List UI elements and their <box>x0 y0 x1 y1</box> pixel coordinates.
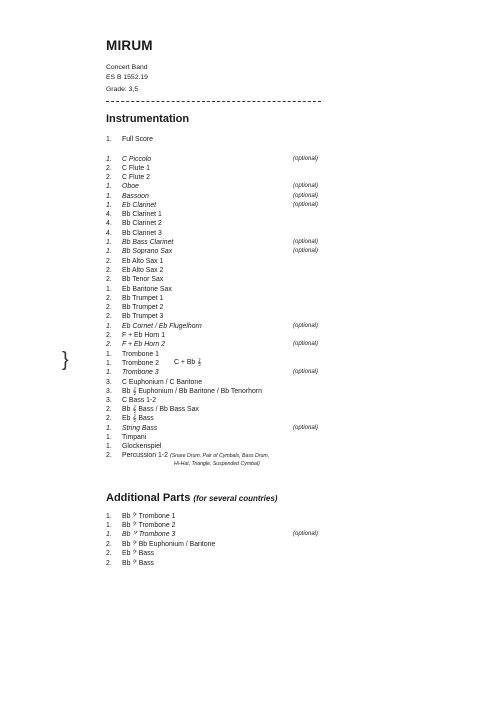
part-count: 3. <box>106 388 112 395</box>
part-name-text: Eb Cornet / Eb Flugelhorn <box>122 323 202 330</box>
part-name <box>122 173 150 182</box>
list-item <box>106 442 326 451</box>
list-item <box>106 257 326 266</box>
part-name <box>122 359 159 368</box>
list-item <box>106 451 326 467</box>
list-item <box>106 312 326 321</box>
part-name-text: Eb Baritone Sax <box>122 286 172 293</box>
list-item <box>106 155 326 164</box>
part-count: 4. <box>106 230 112 237</box>
list-item <box>106 396 326 405</box>
part-name-text: Trombone 3 <box>122 369 159 376</box>
list-item <box>106 433 326 442</box>
separator-line <box>106 101 321 102</box>
optional-tag: (optional) <box>293 341 319 347</box>
list-item <box>106 414 326 423</box>
part-name <box>122 340 165 349</box>
part-name-text: Bb 𝄞 Euphonium / Bb Baritone / Bb Tenorhorn <box>122 388 262 395</box>
part-count: 2. <box>106 276 112 283</box>
part-count: 2. <box>106 406 112 413</box>
list-item <box>106 540 326 549</box>
part-count: 1. <box>106 156 112 163</box>
part-count: 1. <box>106 522 112 529</box>
part-name <box>122 521 175 530</box>
part-count: 2. <box>106 165 112 172</box>
part-name-text: Bb Clarinet 1 <box>122 211 162 218</box>
part-count: 2. <box>106 341 112 348</box>
part-count: 1. <box>106 183 112 190</box>
part-count: 1. <box>106 239 112 246</box>
list-item <box>106 331 326 340</box>
part-name <box>122 135 153 144</box>
part-name <box>122 331 165 340</box>
optional-tag: (optional) <box>293 156 319 162</box>
part-name-text: C Bass 1-2 <box>122 397 157 404</box>
grade-label: Grade: 3,5 <box>106 86 139 93</box>
part-count: 2. <box>106 332 112 339</box>
part-name-text: Eb 𝄞 Bass <box>122 415 154 422</box>
additional-heading-sub: (for several countries) <box>193 494 278 503</box>
part-name-text: Bb Clarinet 2 <box>122 220 162 227</box>
part-count: 2. <box>106 295 112 302</box>
optional-tag: (optional) <box>293 193 319 199</box>
part-name-text: Full Score <box>122 136 154 143</box>
part-name-text: F + Eb Horn 2 <box>122 341 165 348</box>
part-name <box>122 219 162 228</box>
part-name-text: Bb Tenor Sax <box>122 276 164 283</box>
part-count: 2. <box>106 267 112 274</box>
part-name-text: Bb Bass Clarinet <box>122 239 174 246</box>
part-name <box>122 378 202 387</box>
part-count: 2. <box>106 541 112 548</box>
part-count: 2. <box>106 174 112 181</box>
percussion-note-2: Hi-Hat, Triangle, Suspended Cymbal) <box>174 461 260 467</box>
part-name <box>122 312 163 321</box>
list-item <box>106 210 326 219</box>
part-name <box>122 368 159 377</box>
part-name-text: Eb 𝄢 Bass <box>122 550 155 557</box>
part-count: 3. <box>106 379 112 386</box>
part-name-text: Glockenspiel <box>122 443 162 450</box>
part-name <box>122 192 149 201</box>
part-name <box>122 414 154 423</box>
part-count: 2. <box>106 415 112 422</box>
part-count: 2. <box>106 304 112 311</box>
part-count: 1. <box>106 193 112 200</box>
part-name-text: Bb 𝄢 Bb Euphonium / Baritone <box>122 541 216 548</box>
part-name <box>122 247 172 256</box>
optional-tag: (optional) <box>293 323 319 329</box>
part-name <box>122 266 163 275</box>
part-name <box>122 387 262 396</box>
optional-tag: (optional) <box>293 248 319 254</box>
list-item <box>106 294 326 303</box>
list-item <box>106 340 326 349</box>
part-name <box>122 182 139 191</box>
list-item <box>106 247 326 256</box>
optional-tag: (optional) <box>293 369 319 375</box>
part-name <box>122 303 163 312</box>
part-count: 1. <box>106 136 112 143</box>
part-name-text: String Bass <box>122 425 158 432</box>
part-count: 1. <box>106 323 112 330</box>
optional-tag: (optional) <box>293 239 319 245</box>
part-name-text: Percussion 1-2 <box>122 452 168 459</box>
part-name-text: Eb Alto Sax 2 <box>122 267 164 274</box>
part-name <box>122 164 150 173</box>
part-count: 1. <box>106 531 112 538</box>
part-name <box>122 433 146 442</box>
part-count: 1. <box>106 369 112 376</box>
part-count: 2. <box>106 313 112 320</box>
part-count: 1. <box>106 425 112 432</box>
part-name-text: Oboe <box>122 183 139 190</box>
part-count: 1. <box>106 351 112 358</box>
part-count: 1. <box>106 286 112 293</box>
list-item <box>106 521 326 530</box>
part-name-text: Bb 𝄢 Bass <box>122 560 155 567</box>
list-item <box>106 424 326 433</box>
list-item <box>106 201 326 210</box>
catalog-code: ES B 1552.19 <box>106 74 148 81</box>
percussion-note: (Snare Drum, Pair of Cymbals, Bass Drum, <box>169 453 270 459</box>
part-name <box>122 275 163 284</box>
part-name-text: Bb 𝄢 Trombone 1 <box>122 513 176 520</box>
part-name <box>122 210 162 219</box>
part-name-text: Bb 𝄞 Bass / Bb Bass Sax <box>122 406 199 413</box>
list-item <box>106 350 326 359</box>
part-name-text: Bassoon <box>122 193 149 200</box>
list-item <box>106 164 326 173</box>
part-count: 2. <box>106 550 112 557</box>
list-item <box>106 219 326 228</box>
part-name <box>122 201 156 210</box>
part-count: 2. <box>106 560 112 567</box>
part-name-text: Bb Trumpet 2 <box>122 304 164 311</box>
part-count: 1. <box>106 443 112 450</box>
instrumentation-heading: Instrumentation <box>106 113 190 125</box>
optional-tag: (optional) <box>293 183 319 189</box>
part-count: 2. <box>106 258 112 265</box>
list-item <box>106 275 326 284</box>
page-title: MIRUM <box>106 38 153 53</box>
part-name-text: Timpani <box>122 434 147 441</box>
category-label: Concert Band <box>106 64 148 71</box>
list-item <box>106 135 326 144</box>
part-name-text: Eb Alto Sax 1 <box>122 258 164 265</box>
part-name <box>122 294 163 303</box>
list-item <box>106 182 326 191</box>
trombone-brace: } <box>62 349 69 371</box>
part-name <box>122 549 154 558</box>
part-count: 1. <box>106 360 112 367</box>
part-name <box>122 512 175 521</box>
part-name <box>122 322 202 331</box>
list-item <box>106 238 326 247</box>
part-name-text: C Piccolo <box>122 156 152 163</box>
list-item <box>106 303 326 312</box>
part-name-text: Trombone 1 <box>122 351 159 358</box>
list-item <box>106 387 326 396</box>
part-name-text: Bb 𝄢 Trombone 3 <box>122 531 176 538</box>
part-name <box>122 405 199 414</box>
part-name <box>122 559 154 568</box>
list-item <box>106 549 326 558</box>
part-name <box>122 530 175 539</box>
part-name <box>122 540 215 549</box>
list-item <box>106 285 326 294</box>
additional-heading-title: Additional Parts <box>106 492 191 504</box>
additional-heading <box>106 492 277 504</box>
part-count: 2. <box>106 452 112 459</box>
list-item <box>106 405 326 414</box>
part-name <box>122 257 163 266</box>
list-item <box>106 192 326 201</box>
part-name <box>122 396 156 405</box>
list-item <box>106 173 326 182</box>
optional-tag: (optional) <box>293 531 319 537</box>
trombone-brace-text: C + Bb 𝄞 <box>174 359 202 366</box>
list-item <box>106 378 326 387</box>
part-name <box>122 229 162 238</box>
list-item <box>106 229 326 238</box>
list-item <box>106 512 326 521</box>
part-count: 1. <box>106 513 112 520</box>
list-item <box>106 266 326 275</box>
list-item <box>106 559 326 568</box>
optional-tag: (optional) <box>293 202 319 208</box>
part-name <box>122 238 173 247</box>
part-name-text: C Euphonium / C Baritone <box>122 379 203 386</box>
part-name <box>122 155 151 164</box>
list-item <box>106 359 326 368</box>
part-count: 1. <box>106 434 112 441</box>
part-count: 4. <box>106 220 112 227</box>
part-name-text: Bb Clarinet 3 <box>122 230 162 237</box>
part-count: 1. <box>106 202 112 209</box>
part-name-text: Eb Clarinet <box>122 202 157 209</box>
part-name-text: F + Eb Horn 1 <box>122 332 166 339</box>
part-name <box>122 350 159 359</box>
list-item <box>106 530 326 539</box>
part-name <box>122 442 161 451</box>
part-count: 4. <box>106 211 112 218</box>
part-name-text: Bb 𝄢 Trombone 2 <box>122 522 176 529</box>
part-name-text: Bb Trumpet 1 <box>122 295 164 302</box>
part-count: 1. <box>106 248 112 255</box>
part-name-text: Trombone 2 <box>122 360 159 367</box>
part-name <box>122 285 172 294</box>
list-item <box>106 368 326 377</box>
part-count: 3. <box>106 397 112 404</box>
part-name <box>122 424 157 433</box>
part-name-text: Bb Trumpet 3 <box>122 313 164 320</box>
part-name-text: C Flute 2 <box>122 174 150 181</box>
optional-tag: (optional) <box>293 425 319 431</box>
part-name-text: C Flute 1 <box>122 165 150 172</box>
list-item <box>106 322 326 331</box>
part-name-text: Bb Soprano Sax <box>122 248 173 255</box>
